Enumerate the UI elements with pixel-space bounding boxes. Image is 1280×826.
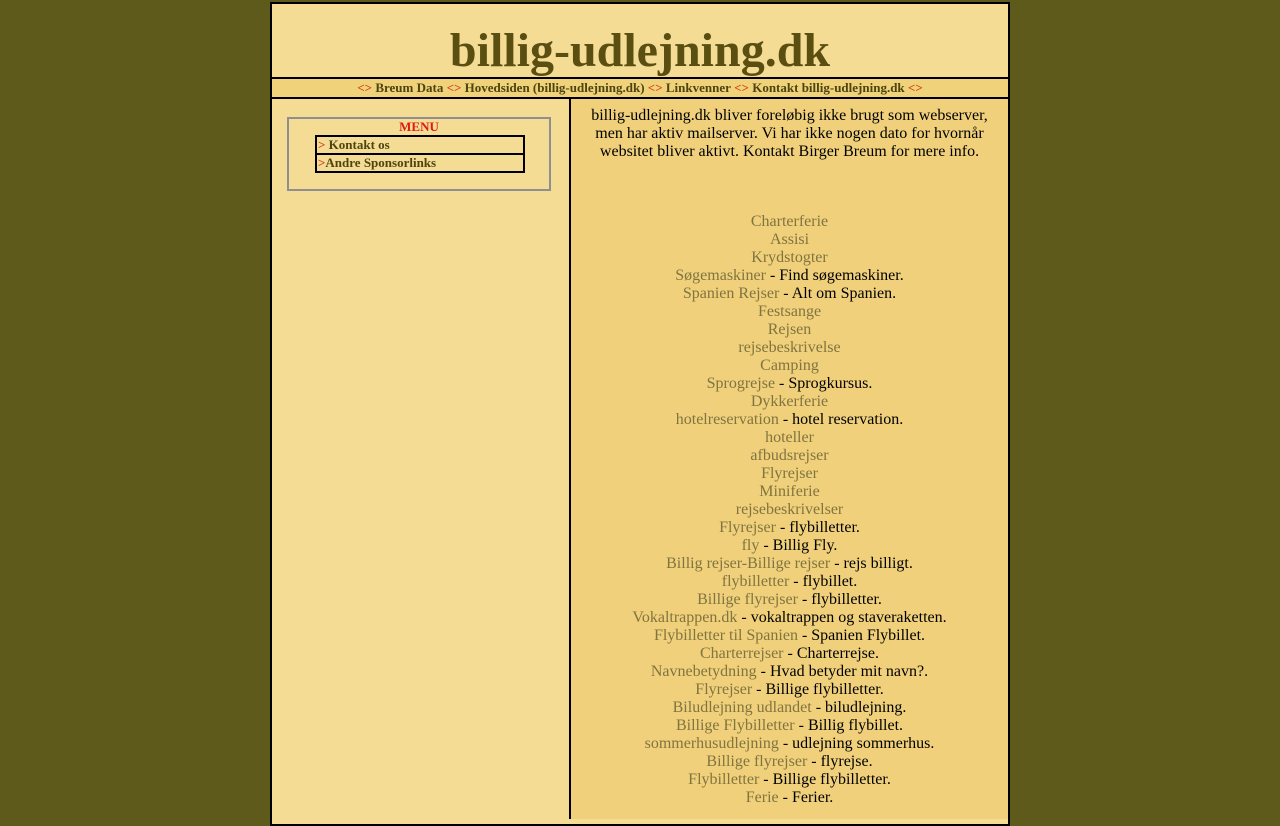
list-item-link[interactable]: fly [741,537,760,554]
content-columns [272,99,1008,819]
menu-list [315,135,525,173]
list-item-link[interactable]: afbudsrejser [750,447,829,464]
list-item [571,699,1008,717]
list-item [571,393,1008,411]
list-item [571,555,1008,573]
list-item-link[interactable]: Biludlejning udlandet [672,699,812,716]
list-item-description: - Billige flybilletter. [759,771,891,788]
link-list [571,213,1008,807]
list-item-description: - Spanien Flybillet. [797,627,926,644]
list-item-link[interactable]: sommerhusudlejning [644,735,779,752]
list-item [571,789,1008,807]
list-item-link[interactable]: Navnebetydning [650,663,757,680]
list-item [571,501,1008,519]
list-item [571,375,1008,393]
list-item [571,447,1008,465]
list-item [571,465,1008,483]
list-item-link[interactable]: Flyrejser [695,681,753,698]
list-item [571,573,1008,591]
list-item-description: - biludlejning. [811,699,907,716]
list-item-description: - Hvad betyder mit navn?. [756,663,929,680]
site-title: billig-udlejning.dk [449,24,831,77]
list-item-link[interactable]: Flybilletter [688,771,760,788]
main-content [571,99,1008,819]
nav-link-linkvenner[interactable]: Linkvenner [665,80,731,95]
list-item [571,339,1008,357]
list-item-link[interactable]: Krydstogter [751,249,828,266]
list-item-link[interactable]: Miniferie [759,483,820,500]
list-item [571,627,1008,645]
nav-separator: <> [907,80,923,95]
list-item-link[interactable]: Vokaltrappen.dk [632,609,738,626]
list-item-description: - Alt om Spanien. [779,285,897,302]
nav-separator: <> [647,80,663,95]
list-item-link[interactable]: Dykkerferie [750,393,829,410]
nav-separator: <> [446,80,462,95]
list-item-description: - hotel reservation. [778,411,904,428]
list-item [571,645,1008,663]
list-item-description: - Billig flybillet. [794,717,904,734]
list-item-description: - Charterrejse. [783,645,880,662]
list-item [571,681,1008,699]
list-item [571,483,1008,501]
list-item-link[interactable]: Flybilletter til Spanien [653,627,798,644]
header [272,4,1008,79]
list-item-link[interactable]: Søgemaskiner [675,267,766,284]
list-item [571,321,1008,339]
list-item-description: - udlejning sommerhus. [778,735,935,752]
list-item-link[interactable]: Billige Flybilletter [675,717,795,734]
list-item [571,609,1008,627]
list-item-description: - Sprogkursus. [775,375,873,392]
list-item [571,771,1008,789]
menu-arrow: > [318,137,326,152]
list-item-link[interactable]: Assisi [769,231,810,248]
list-item-description: - flyrejse. [807,753,873,770]
list-item-link[interactable]: Billig rejser-Billige rejser [666,555,831,572]
left-sidebar [272,99,571,819]
list-item-link[interactable]: Festsange [757,303,822,320]
list-item-link[interactable]: rejsebeskrivelse [738,339,841,356]
menu-item-label: Andre Sponsorlinks [325,155,437,170]
list-item [571,231,1008,249]
list-item [571,519,1008,537]
list-item-description: - rejs billigt. [830,555,913,572]
nav-link-hovedsiden[interactable]: Hovedsiden (billig-udlejning.dk) [464,80,645,95]
list-item-link[interactable]: Flyrejser [761,465,818,482]
list-item-description: - flybilletter. [797,591,882,608]
nav-separator: <> [734,80,749,95]
list-item-link[interactable]: Rejsen [767,321,812,338]
menu-arrow: > [318,155,326,170]
nav-link-breum-data[interactable]: Breum Data [375,80,444,95]
list-item [571,537,1008,555]
list-item-link[interactable]: Camping [760,357,819,374]
intro-text: billig-udlejning.dk bliver foreløbig ikke brugt som webserver, men har aktiv mailserver. Vi har ikke nogen dato for hvornår websitet bliver aktivt. Kontakt Birger Breum for mere info. [591,107,988,160]
list-item-link[interactable]: Flyrejser [719,519,776,536]
list-item-description: - Find søgemaskiner. [765,267,904,284]
list-item-link[interactable]: Sprogrejse [706,375,776,392]
list-item-link[interactable]: Charterrejser [699,645,784,662]
list-item [571,591,1008,609]
list-item-link[interactable]: Billige flyrejser [697,591,798,608]
list-item [571,357,1008,375]
list-item [571,267,1008,285]
navbar [272,79,1008,99]
list-item [571,249,1008,267]
list-item [571,285,1008,303]
list-item [571,753,1008,771]
list-item-link[interactable]: rejsebeskrivelser [735,501,844,518]
list-item-description: - Ferier. [778,789,834,806]
nav-link-kontakt[interactable]: Kontakt billig-udlejning.dk [752,80,905,95]
list-item-description: - Billig Fly. [759,537,838,554]
list-item [571,213,1008,231]
list-item [571,717,1008,735]
list-item [571,429,1008,447]
list-item [571,303,1008,321]
list-item [571,735,1008,753]
menu-box [287,117,551,191]
list-item-link[interactable]: Billige flyrejser [706,753,808,770]
page-frame [270,2,1010,826]
menu-title: MENU [399,119,439,134]
list-item-description: - vokaltrappen og staveraketten. [737,609,947,626]
menu-item-label: Kontakt os [328,137,390,152]
list-item-description: - flybillet. [789,573,858,590]
list-item-link[interactable]: flybilletter [721,573,790,590]
list-item-link[interactable]: hotelreservation [675,411,779,428]
list-item-link[interactable]: Ferie [745,789,779,806]
list-item-description: - Billige flybilletter. [752,681,884,698]
menu-item-andre-sponsorlinks[interactable] [317,153,523,171]
list-item [571,663,1008,681]
list-item-link[interactable]: Spanien Rejser [682,285,780,302]
nav-separator: <> [357,80,373,95]
list-item-description: - flybilletter. [775,519,860,536]
menu-item-kontakt-os[interactable] [317,137,523,153]
list-item-link[interactable]: hoteller [765,429,814,446]
list-item-link[interactable]: Charterferie [750,213,829,230]
list-item [571,411,1008,429]
